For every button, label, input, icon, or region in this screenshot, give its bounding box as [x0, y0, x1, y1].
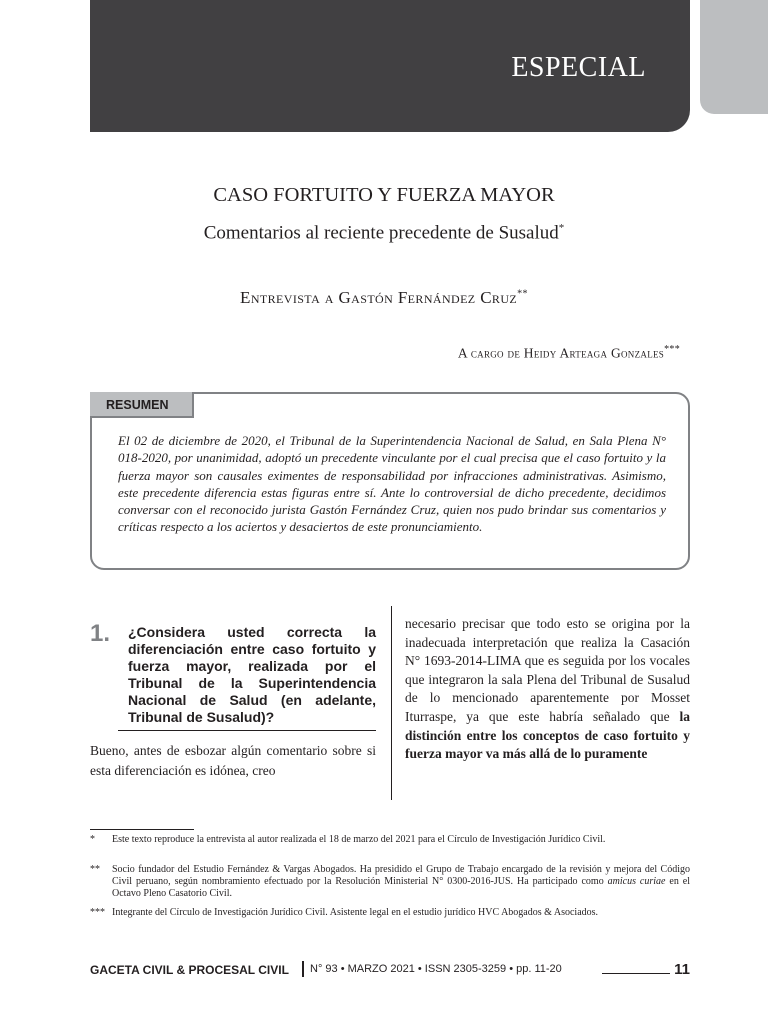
- footnote-3: [90, 907, 690, 919]
- answer-right-normal: necesario precisar que todo esto se origina por la inadecuada interpretación que realiza la Casación N° 1693-2014-LIMA que es seguida por los vocales que integraron la sala Plena del Tribunal de Susalud de lo mencionado aparentemente por Mosset Iturraspe, ya que este habría señalado que: [405, 616, 690, 724]
- footnote-rule: [90, 829, 194, 830]
- article-title: CASO FORTUITO Y FUERZA MAYOR: [213, 184, 555, 206]
- footer-journal-name: GACETA CIVIL & PROCESAL CIVIL: [90, 963, 289, 977]
- subtitle-footnote-mark: *: [558, 222, 565, 234]
- footnote-2-text-after: en el Octavo Pleno Casatorio Civil.: [112, 876, 690, 900]
- summary-text: El 02 de diciembre de 2020, el Tribunal de la Superintendencia Nacional de Salud, en Sala Plena N° 018-2020, por unanimidad, adoptó un precedente vinculante por el cual precisa que el caso fortuito y la fuerza mayor son causales eximentes de responsabilidad por infracciones administrativas. Asimismo, este precedente diferencia estas figuras entre sí. Ante lo controversial de dicho precedente, decidimos conversar con el reconocido jurista Gastón Fernández Cruz, quien nos pudo brindar sus comentarios y críticas respecto a los aciertos y desaciertos de este pronunciamiento.: [118, 433, 666, 535]
- section-tab: [700, 0, 768, 114]
- question-text: ¿Considera usted correcta la diferenciación entre caso fortuito y fuerza mayor, realizada por el Tribunal de la Superintendencia Nacional de Salud (en adelante, Tribunal de Susalud)?: [128, 624, 376, 725]
- answer-right-bold: la distinción entre los conceptos de caso fortuito y fuerza mayor va más allá de lo puramente: [405, 708, 690, 762]
- summary-label: RESUMEN: [90, 392, 194, 418]
- question-underline: [118, 730, 376, 731]
- footnote-1-text: Este texto reproduce la entrevista al autor realizada el 18 de marzo del 2021 para el Círculo de Investigación Jurídico Civil.: [112, 834, 606, 845]
- footnote-2-italic: amicus curiae: [607, 876, 666, 888]
- footer-rule: [602, 973, 670, 974]
- footnote-2-body: [112, 864, 690, 901]
- byline: [458, 344, 680, 362]
- column-divider: [391, 606, 392, 800]
- footnote-3-text: Integrante del Círculo de Investigación Jurídico Civil. Asistente legal en el estudio jurídico HVC Abogados & Asociados.: [112, 907, 599, 918]
- interview-line: [0, 288, 768, 308]
- byline-text: A cargo de Heidy Arteaga Gonzales: [457, 345, 665, 361]
- footnote-1: [90, 834, 690, 846]
- question-number: 1.: [90, 620, 111, 647]
- page-footer: [90, 961, 690, 981]
- footnote-2: [90, 864, 690, 901]
- page-number: 11: [674, 961, 690, 978]
- answer-right-column: [405, 615, 690, 764]
- footnote-2-text-before: Socio fundador del Estudio Fernández & Vargas Abogados. Ha presidido el Grupo de Trabajo encargado de la revisión y mejora del Código Civil peruano, según nombramiento efectuado por la Resolución Ministerial N° 0300-2016-JUS. Ha participado como: [112, 864, 690, 888]
- byline-footnote-mark: ***: [664, 344, 680, 355]
- answer-left-column: Bueno, antes de esbozar algún comentario sobre si esta diferenciación es idónea, creo: [90, 743, 376, 778]
- interview-footnote-mark: **: [517, 288, 528, 300]
- header-band: [90, 0, 690, 132]
- interview-text: Entrevista a Gastón Fernández Cruz: [240, 288, 518, 307]
- section-label: ESPECIAL: [511, 52, 646, 83]
- footer-separator: [302, 961, 304, 977]
- footnote-3-mark: ***: [90, 907, 105, 918]
- footnote-1-mark: *: [90, 834, 95, 845]
- footnote-2-mark: **: [90, 864, 100, 875]
- article-subtitle: [0, 222, 768, 244]
- footer-issue-info: N° 93 • MARZO 2021 • ISSN 2305-3259 • pp. 11-20: [310, 963, 562, 975]
- subtitle-text: Comentarios al reciente precedente de Susalud: [203, 222, 559, 244]
